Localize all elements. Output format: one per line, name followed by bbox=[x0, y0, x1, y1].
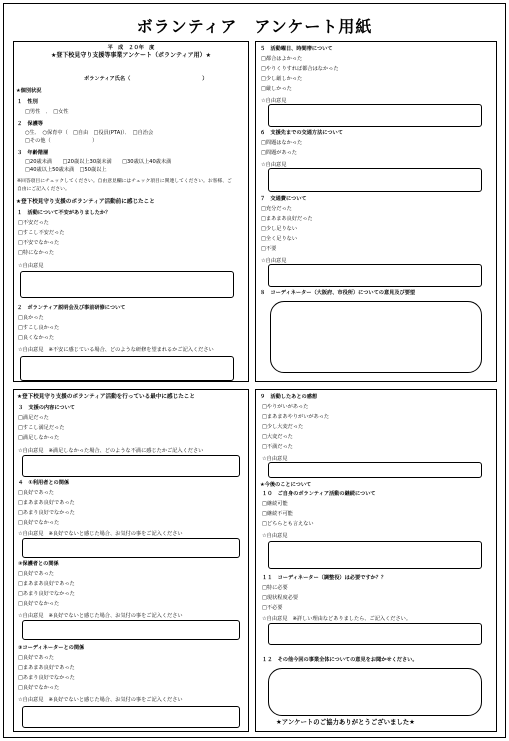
free-opinion-label: ☆自由意見 bbox=[262, 533, 288, 539]
free-opinion-box[interactable] bbox=[268, 104, 482, 127]
q11-coordinator-need: １１ コーディネーター（調整役）は必要ですか？？ bbox=[262, 575, 387, 581]
q3-option[interactable]: □ 満足だった bbox=[18, 415, 49, 421]
q4-user-relation: ４ ①利用者との関係 bbox=[18, 480, 70, 486]
q4c-option[interactable]: □ あまり良好でなかった bbox=[18, 675, 75, 681]
free-opinion-box[interactable] bbox=[270, 301, 482, 373]
q7-expense: ７ 交通費について bbox=[260, 196, 307, 202]
q11-option[interactable]: □ 特に必要 bbox=[262, 585, 288, 591]
q12-overall-opinion: １２ その他今回の事業全体についての意見をお聞かせください。 bbox=[262, 657, 418, 663]
q3-options-row1[interactable]: □ 20歳未満 □ 20歳以上30歳未満 □ 30歳以上40歳未満 bbox=[25, 159, 171, 165]
free-opinion-box[interactable] bbox=[268, 168, 482, 192]
free-opinion-label: ☆自由意見 ※良好でないと感じた場合、お気付の事をご記入ください bbox=[18, 697, 183, 703]
free-opinion-label: ☆自由意見 bbox=[261, 258, 287, 264]
q4-option[interactable]: □ まあまあ良好であった bbox=[18, 500, 75, 506]
thanks-message: ★アンケートのご協力ありがとうございました★ bbox=[276, 718, 415, 726]
survey-year: 平 成 ２０年 度 bbox=[107, 45, 155, 51]
qb-option[interactable]: □ 良くなかった bbox=[18, 335, 54, 341]
future-section-heading: ★今後のことについて bbox=[260, 482, 312, 488]
q8-coordinator: ８ コーディネーター（大阪府、市役所）についての意見及び要望 bbox=[260, 290, 416, 296]
free-opinion-box[interactable] bbox=[268, 462, 482, 478]
free-opinion-label: ☆自由意見 bbox=[262, 456, 288, 462]
instruction-note-2: 自由にご記入ください。 bbox=[17, 187, 70, 192]
q11-option[interactable]: □ 不必要 bbox=[262, 605, 282, 611]
personal-section-heading: ★個別状況 bbox=[16, 88, 42, 94]
q4b-option[interactable]: □ あまり良好でなかった bbox=[18, 591, 75, 597]
free-opinion-box[interactable] bbox=[22, 455, 240, 477]
q9-option[interactable]: □ 大変だった bbox=[262, 434, 293, 440]
q4b-option[interactable]: □ まあまあ良好であった bbox=[18, 581, 75, 587]
page-title: ボランティア アンケート用紙 bbox=[136, 17, 373, 36]
free-opinion-label: ☆自由意見 bbox=[261, 162, 287, 168]
free-opinion-box[interactable] bbox=[22, 706, 240, 728]
q9-option[interactable]: □ やりがいがあった bbox=[262, 404, 308, 410]
q4c-option[interactable]: □ まあまあ良好であった bbox=[18, 665, 75, 671]
free-opinion-label: ☆自由意見 bbox=[261, 98, 287, 104]
q7-option[interactable]: □ 全く足りない bbox=[261, 236, 297, 242]
q7-option[interactable]: □ 少し足りない bbox=[261, 226, 297, 232]
free-opinion-box[interactable] bbox=[20, 271, 234, 298]
free-opinion-label: ☆自由意見 ※詳しい理由などありましたら、ご記入ください。 bbox=[262, 616, 412, 622]
q4c-coordinator-relation: ③コーディネーターとの関係 bbox=[18, 645, 85, 651]
qa-option[interactable]: □ 不安でなかった bbox=[18, 240, 59, 246]
free-opinion-label: ☆自由意見 ※満足しなかった場合、どのような不満に感じたかご記入ください bbox=[18, 448, 204, 454]
q4-option[interactable]: □ 良好でなかった bbox=[18, 520, 59, 526]
q7-option[interactable]: □ 不要 bbox=[261, 246, 276, 252]
q9-option[interactable]: □ まあまあやりがいがあった bbox=[262, 414, 329, 420]
free-opinion-box[interactable] bbox=[268, 541, 482, 569]
free-opinion-box[interactable] bbox=[268, 264, 482, 287]
volunteer-name-label: ボランティア氏名（ ） bbox=[84, 76, 208, 82]
q4c-option[interactable]: □ 良好であった bbox=[18, 655, 54, 661]
qa-option[interactable]: □ すこし不安だった bbox=[18, 230, 64, 236]
qb-training: ２ ボランティア説明会及び事前研修について bbox=[17, 305, 126, 311]
section-left-top bbox=[13, 41, 249, 382]
q11-option[interactable]: □ 現状程度必要 bbox=[262, 595, 298, 601]
free-opinion-label: ☆自由意見 bbox=[18, 263, 44, 269]
q5-option[interactable]: □ 厳しかった bbox=[261, 86, 292, 92]
free-opinion-label: ☆自由意見 ※良好でないと感じた場合、お気付の事をご記入ください bbox=[18, 531, 183, 537]
q3-age: ３ 年齢階層 bbox=[17, 150, 49, 156]
q4b-option[interactable]: □ 良好であった bbox=[18, 571, 54, 577]
q10-option[interactable]: □ どちらとも言えない bbox=[262, 521, 314, 527]
q6-transport: ６ 支援先までの交通方法について bbox=[260, 130, 343, 136]
q9-option[interactable]: □ 不満だった bbox=[262, 444, 293, 450]
q2-status: ２ 保護等 bbox=[17, 121, 43, 127]
q10-option[interactable]: □ 継続可能 bbox=[262, 501, 288, 507]
qa-option[interactable]: □ 不安だった bbox=[18, 220, 49, 226]
pre-activity-heading: ★登下校見守り支援のボランティア活動前に感じたこと bbox=[16, 199, 155, 205]
q3-option[interactable]: □ すこし満足だった bbox=[18, 425, 64, 431]
q4c-option[interactable]: □ 良好でなかった bbox=[18, 685, 59, 691]
free-opinion-label: ☆自由意見 ※良好でないと感じた場合、お気付の事をご記入ください bbox=[18, 613, 183, 619]
q10-continuation: １０ ご自身のボランティア活動の継続について bbox=[262, 491, 376, 497]
q1-gender: １ 性別 bbox=[17, 99, 38, 105]
q6-option[interactable]: □ 問題があった bbox=[261, 150, 297, 156]
q9-impression: ９ 活動したあとの感想 bbox=[260, 394, 318, 400]
q4b-option[interactable]: □ 良好でなかった bbox=[18, 601, 59, 607]
q6-option[interactable]: □ 問題はなかった bbox=[261, 140, 302, 146]
q10-option[interactable]: □ 継続不可能 bbox=[262, 511, 293, 517]
instruction-note: ※回答項目にチェックしてください。自由意見欄にはチェック項目に関連してください。お客様、ご bbox=[17, 179, 232, 184]
free-opinion-box[interactable] bbox=[22, 620, 240, 640]
q1-options[interactable]: □ 男性 ． □ 女性 bbox=[25, 109, 69, 115]
q4-option[interactable]: □ あまり良好でなかった bbox=[18, 510, 75, 516]
free-opinion-box[interactable] bbox=[268, 623, 482, 645]
during-activity-heading: ★登下校見守り支援のボランティア活動を行っている最中に感じたこと bbox=[17, 394, 195, 400]
q3-option[interactable]: □ 満足しなかった bbox=[18, 435, 59, 441]
q7-option[interactable]: □ 充分だった bbox=[261, 206, 292, 212]
section-left-bottom bbox=[13, 389, 249, 732]
free-opinion-label: ☆自由意見 ※不安に感じている場合、どのような研修を望まれるかご記入ください bbox=[18, 347, 214, 353]
q5-schedule: ５ 活動曜日、時間帯について bbox=[260, 46, 333, 52]
q3-options-row2[interactable]: □ 40歳以上50歳未満 □ 50歳以上 bbox=[25, 167, 107, 173]
free-opinion-box[interactable] bbox=[22, 538, 240, 558]
q9-option[interactable]: □ 少し大変だった bbox=[262, 424, 303, 430]
qa-option[interactable]: □ 特になかった bbox=[18, 250, 54, 256]
section-right-bottom bbox=[255, 389, 497, 732]
q5-option[interactable]: □ 都合はよかった bbox=[261, 56, 302, 62]
survey-heading: ★登下校見守り支援等事業アンケート（ボランティア用）★ bbox=[51, 52, 211, 59]
free-opinion-box[interactable] bbox=[268, 668, 482, 716]
q2-options-row1[interactable]: ○生． ○保育中（ □ 自由 □ 役員(PTA)）． □ 自治会 bbox=[25, 130, 153, 136]
qb-option[interactable]: □ すこし良かった bbox=[18, 325, 59, 331]
q4-option[interactable]: □ 良好であった bbox=[18, 490, 54, 496]
q3-support: ３ 支援の内容について bbox=[18, 405, 75, 411]
q2-options-row2[interactable]: □その他（ ） bbox=[25, 138, 98, 144]
section-right-top bbox=[255, 41, 497, 382]
q7-option[interactable]: □ まあまあ良好だった bbox=[261, 216, 313, 222]
qa-anxiety: １ 活動について不安がありましたか？ bbox=[17, 210, 111, 216]
q4b-guardian-relation: ②保護者との関係 bbox=[18, 561, 59, 567]
q5-option[interactable]: □ 少し厳しかった bbox=[261, 76, 302, 82]
q5-option[interactable]: □ やりくりすれば都合はなかった bbox=[261, 66, 339, 72]
free-opinion-box[interactable] bbox=[20, 356, 234, 381]
qb-option[interactable]: □ 良かった bbox=[18, 315, 44, 321]
